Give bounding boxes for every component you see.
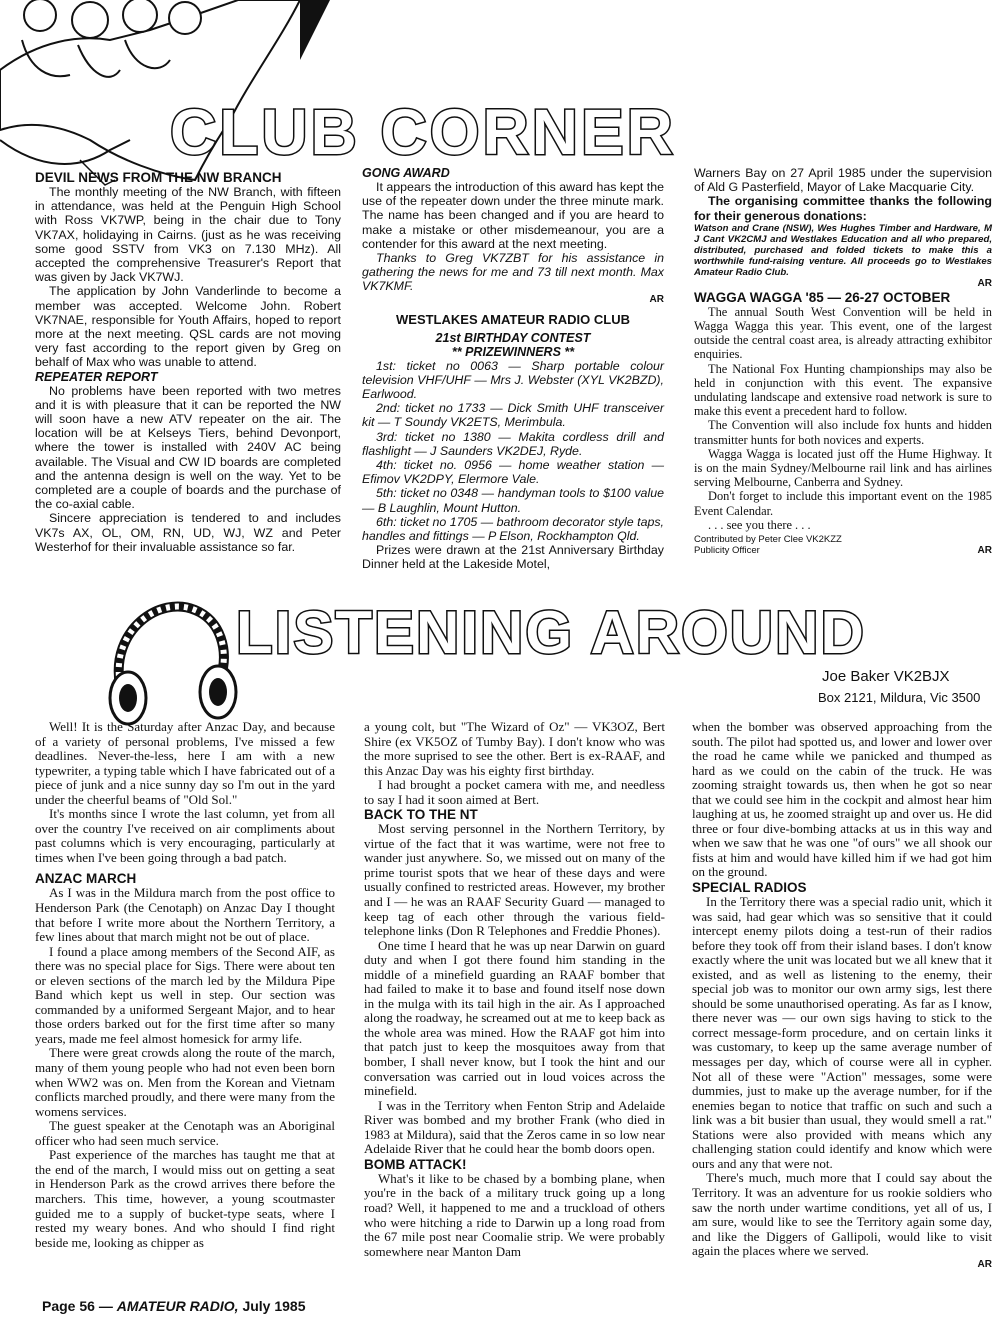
page-footer xyxy=(42,1298,306,1314)
paragraph: The Convention will also include fox hunts and hidden transmitter hunts for both novices and experts. xyxy=(694,418,992,447)
prize-entry: 2nd: ticket no 1733 — Dick Smith UHF transceiver kit — T Soundy VK2ETS, Merimbula. xyxy=(362,401,664,430)
listening-around-title: LISTENING AROUND xyxy=(236,599,866,666)
paragraph: I found a place among members of the Second AIF, as there was no special place for Sigs. There were about ten or eleven sections of the march led by the Mildura Pipe Band which kept us well in step. Our section was commanded by a uniformed Sergeant Major, and to hear those orders barked out for the first time after so many years, made me feel almost homesick for army life. xyxy=(35,943,335,1046)
paragraph: when the bomber was observed approaching from the south. The pilot had spotted us, and lower and lower over the road he came while we panicked and thumped as hard as we could on the cabin of the truck. He was zooming straight towards us, then when he got so near that we could see him in the cockpit and almost hear him laughing at us, he zoomed straight up and over us. He did three or four dive-bombing attacks at us in this way and when we saw that he was one "of ours" we all shook our fists at him and would have killed him if we had got him on the ground. xyxy=(692,719,992,880)
paragraph: No problems have been reported with two metres and it is with pleasure that it can be reported the NW will soon have a new ATV repeater on the air. The location will be at Kelseys Tiers, behind Devonport, where the tower is installed with 240V AC being available. The Visual and CW ID boards are completed and the antenna design is well on the way. Yet to be completed are a couple of boards and the purchase of the co-axial cable. xyxy=(35,383,341,512)
paragraph: Prizes were drawn at the 21st Anniversary Birthday Dinner held at the Lakeside Motel, xyxy=(362,543,664,572)
paragraph: The guest speaker at the Cenotaph was an Aboriginal officer who had seen much service. xyxy=(35,1118,335,1148)
devil-news-heading: DEVIL NEWS FROM THE NW BRANCH xyxy=(35,170,282,185)
thanks-note: Thanks to Greg VK7ZBT for his assistance in gathering the news for me and 73 till next month. Max VK7KMF. xyxy=(362,251,664,294)
credit-line: Publicity Officer xyxy=(694,545,760,557)
prize-entry: 5th: ticket no 0348 — handyman tools to $100 value — B Laughlin, Mount Hutton. xyxy=(362,486,664,515)
paragraph: What's it like to be chased by a bombing plane, when you're in the back of a military truck going up a long road? Well, it happened to me and a truckload of others who were hitching a ride to Darwin up a long road from the 67 mile post near Coomalie strip. We were probably somewhere near Manton Dam xyxy=(364,1170,665,1259)
paragraph: As I was in the Mildura march from the post office to Henderson Park (the Cenotaph) on Anzac Day I thought that before I write more about the Northern Territory, a few lines about that march might not be out of place. xyxy=(35,885,335,945)
listening-column-3 xyxy=(692,720,992,1271)
paragraph: The annual South West Convention will be held in Wagga Wagga this year. This event, one of the largest outside the central coast area, is already attracting exhibitor enquiries. xyxy=(694,304,992,362)
paragraph: a young colt, but "The Wizard of Oz" — VK3OZ, Bert Shire (ex VK5OZ of Tumby Bay). I don't know who was the more suprised to see the other. Bert is ex-RAAF, and this Anzac Day was his eighty first birthday. xyxy=(364,719,665,778)
ar-end-mark: AR xyxy=(977,545,992,557)
author-address: Box 2121, Mildura, Vic 3500 xyxy=(818,690,981,705)
club-corner-column-1 xyxy=(35,170,341,554)
contest-title: 21st BIRTHDAY CONTEST xyxy=(435,330,591,345)
anzac-march-heading: ANZAC MARCH xyxy=(35,871,137,887)
headphones-illustration xyxy=(100,590,250,730)
paragraph: One time I heard that he was up near Darwin on guard duty and when I got there found him standing in the middle of a minefield guarding an RAAF bomber that had failed to make it to base and found itself nose down in the mulga with its tail high in the air. As I approached along the roadway, he screamed out at me to keep back as the whole area was mined. How the RAAF got him into that patch just to keep the mosquitoes away from that bomber, I shall never know, but I took the hint and our conversation was carried out in loud voices across the minefield. xyxy=(364,937,665,1099)
paragraph: Past experience of the marches has taught me that at the end of the march, I would miss out on getting a seat in Henderson Park as the crowd arrives there before the marchers. This time, however, a young scoutmaster guided me to a supply of bucket-type seats, where I rested my weary bones. And who should I find right beside me, looking as chipper as xyxy=(35,1147,335,1250)
ar-end-mark: AR xyxy=(649,293,664,305)
paragraph: It's months since I wrote the last column, yet from all over the country I've received on air compliments about past columns which is very encouraging, particularly at times when I've been going through a bad patch. xyxy=(35,806,335,865)
credit-line: Contributed by Peter Clee VK2KZZ xyxy=(694,534,842,546)
paragraph: . . . see you there . . . xyxy=(708,517,811,532)
page-number: Page 56 — xyxy=(42,1298,113,1314)
paragraph: Sincere appreciation is tendered to and includes VK7s AX, OL, OM, RN, UD, WJ, WZ and Peter Westerhof for their invaluable assistance so far. xyxy=(35,511,341,554)
paragraph: In the Territory there was a special radio unit, which it was said, had gear which was so sensitive that it could intercept enemy pilots doing a test-run of their radios before they took off from their island bases. I don't know exactly where the unit was located but we all knew that it existed, and as well as listening to the enemy, their special job was to monitor our own army sigs, lest there should be some unauthorised operating. As far as I know, there never was — our own sigs having to stick to the correct message-form procedure, and on certain links it was customary, to keep up the same average number of messages per day, which of course were all in cypher. Not all of these were "Action" messages, some were dummies, just to make up the average number, for if the enemies began to notice that traffic on such and such a link was a bit busier than usual, they would smell a rat." Stations were also provided with means which any challenging station could identify and know which were ours and any that were not. xyxy=(692,894,992,1171)
paragraph: Well! It is the Saturday after Anzac Day, and because of a variety of personal problems, I've missed a few deadlines. Never-the-less, here I am with a new typewriter, a typing table which I have fabricated out of a piece of junk and a nice sunny day so I'm out in the yard under the cheerful beams of "Old Sol." xyxy=(35,719,335,807)
paragraph: Warners Bay on 27 April 1985 under the supervision of Ald G Pasterfield, Mayor of Lake Macquarie City. xyxy=(694,166,992,195)
bomb-attack-heading: BOMB ATTACK! xyxy=(364,1156,467,1172)
paragraph: I had brought a pocket camera with me, and needless to say I had it soon aimed at Bert. xyxy=(364,777,665,807)
wagga-heading: WAGGA WAGGA '85 — 26-27 OCTOBER xyxy=(694,289,951,305)
club-corner-column-3 xyxy=(694,166,992,557)
issue-date: July 1985 xyxy=(242,1298,306,1314)
paragraph: Most serving personnel in the Northern Territory, by virtue of the fact that it was wartime, were not free to wander just anywhere. So, we missed out on many of the prime tourist spots that we hear of these days and were usually confined to restricted areas. However, my brother and I — he was an RAAF Security Guard — managed to keep tag of each other through the various field-telephone links (Don R Telephones and Freddie Phones). xyxy=(364,821,665,939)
prize-entry: 6th: ticket no 1705 — bathroom decorator style taps, handles and fittings — P Elson, Rockhampton Qld. xyxy=(362,514,664,544)
prize-entry: 3rd: ticket no 1380 — Makita cordless drill and flashlight — J Saunders VK2DEJ, Ryde. xyxy=(362,429,664,458)
club-corner-title: CLUB CORNER xyxy=(170,96,676,168)
paragraph: Don't forget to include this important event on the 1985 Event Calendar. xyxy=(694,489,992,518)
prize-entry: 1st: ticket no 0063 — Sharp portable colour television VHF/UHF — Mrs J. Webster (XYL VK2BZD), Earlwood. xyxy=(362,358,664,402)
author-name: Joe Baker VK2BJX xyxy=(822,668,950,685)
back-to-nt-heading: BACK TO THE NT xyxy=(364,807,478,823)
paragraph: The organising committee thanks the following for their generous donations: xyxy=(694,194,992,223)
prize-entry: 4th: ticket no. 0956 — home weather station — Efimov VK2DPY, Elermore Vale. xyxy=(362,458,664,487)
prizewinners-label: ** PRIZEWINNERS ** xyxy=(451,344,575,359)
paragraph: It appears the introduction of this award has kept the use of the repeater down under the three minute mark. The name has been changed and if you are heard to make a mistake or other misdemeanour, you are a contender for this award at the next meeting. xyxy=(362,180,664,251)
listening-column-1 xyxy=(35,720,335,1250)
paragraph: The monthly meeting of the NW Branch, with fifteen in attendance, was held at the Penguin High School with Ross VK7WP, being in the chair due to Tony VK7AX, holidaying in Cairns. (just as he was receiving some good SSTV from VK3 on 7.130 MHz). All accepted the comprehensive Treasurer's Report that was given by Jack VK7WJ. xyxy=(35,185,341,285)
paragraph: I was in the Territory when Fenton Strip and Adelaide River was bombed and my brother Frank (who died in 1983 at Mildura), said that the Zeros came in so low near Adelaide River that he could hear the bomb doors open. xyxy=(364,1097,665,1157)
paragraph: There were great crowds along the route of the march, many of them young people who had not even been born when WW2 was on. Men from the Korean and Vietnam conflicts marched proudly, and there were many from the womens services. xyxy=(35,1045,335,1119)
westlakes-heading: WESTLAKES AMATEUR RADIO CLUB xyxy=(396,311,630,327)
magazine-name: AMATEUR RADIO, xyxy=(116,1298,239,1314)
repeater-report-heading: REPEATER REPORT xyxy=(35,369,158,384)
listening-column-2 xyxy=(364,720,665,1259)
donations-list: Watson and Crane (NSW), Wes Hughes Timber and Hardware, M J Cant VK2CMJ and Westlakes Education and all who prepared, distributed, purchased and folded tickets to make this a worthwhile fund-raising venture. All proceeds go to Westlakes Amateur Radio Club. xyxy=(694,222,992,278)
paragraph: The application by John Vanderlinde to become a member was accepted. Welcome John. Robert VK7NAE, responsible for Youth Affairs, hoped to report more at the next meeting. QSL cards are not moving very fast according to the report given by Greg on behalf of Max who was unable to attend. xyxy=(35,284,341,370)
paragraph: There's much, much more that I could say about the Territory. It was an adventure for us rookie soldiers who saw the north under wartime conditions, yet all of us, I am sure, would like to see the Territory again some day, and like the Diggers of Gallipoli, would like to visit again the places where we served. xyxy=(692,1170,992,1259)
paragraph: Wagga Wagga is located just off the Hume Highway. It is on the main Sydney/Melbourne rail link and has airlines serving Melbourne, Canberra and Sydney. xyxy=(694,446,992,490)
club-corner-column-2 xyxy=(362,166,664,572)
special-radios-heading: SPECIAL RADIOS xyxy=(692,880,807,896)
gong-award-heading: GONG AWARD xyxy=(362,166,450,180)
ar-end-mark: AR xyxy=(977,277,992,289)
ar-end-mark: AR xyxy=(977,1258,992,1270)
paragraph: The National Fox Hunting championships may also be held in conjunction with this event. The expansive undulating landscape and extensive road network is sure to make this event a precedent hard to follow. xyxy=(694,361,992,419)
